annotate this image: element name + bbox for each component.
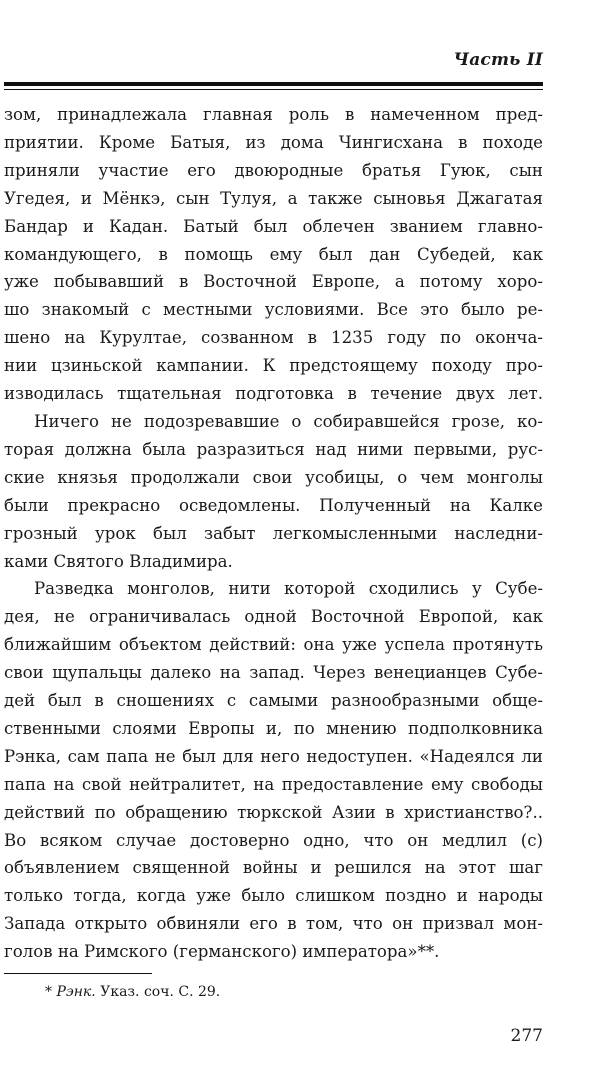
text-line: Угедея, и Мёнкэ, сын Тулуя, а также сыновья Джагатая: [4, 188, 543, 208]
text-line: изводилась тщательная подготовка в течение двух лет.: [4, 384, 543, 404]
text-line: папа на свой нейтралитет, на предоставление ему свободы: [4, 774, 543, 794]
text-line: шено на Курултае, созванном в 1235 году по оконча-: [4, 328, 543, 348]
text-line: действий по обращению тюркской Азии в христианство?..: [4, 802, 543, 822]
footnote-rule: [4, 973, 152, 974]
text-line: объявлением священной войны и решился на этот шаг: [4, 858, 543, 878]
text-line: торая должна была разразиться над ними первыми, рус-: [4, 439, 543, 459]
text-line: Запада открыто обвиняли его в том, что он призвал мон-: [4, 914, 543, 934]
text-line: грозный урок был забыт легкомысленными наследни-: [4, 523, 543, 543]
running-head: Часть II: [453, 50, 543, 70]
text-line: Во всяком случае достоверно одно, что он медлил (с): [4, 830, 543, 850]
text-line: ские князья продолжали свои усобицы, о чем монголы: [4, 467, 543, 487]
body-text: [4, 101, 543, 966]
text-line: Рэнка, сам папа не был для него недоступен. «Надеялся ли: [4, 746, 543, 766]
text-line: дей был в сношениях с самыми разнообразными обще-: [4, 691, 543, 711]
text-line: уже побывавший в Восточной Европе, а потому хоро-: [4, 272, 543, 292]
text-line: дея, не ограничивалась одной Восточной Европой, как: [4, 607, 543, 627]
text-line: Бандар и Кадан. Батый был облечен званием главно-: [4, 216, 543, 236]
footnote-marker: *: [45, 984, 52, 1000]
text-line: ственными слоями Европы и, по мнению подполковника: [4, 718, 543, 738]
text-line: были прекрасно осведомлены. Полученный на Калке: [4, 495, 543, 515]
footnote-author: Рэнк.: [56, 984, 96, 1000]
text-line: только тогда, когда уже было слишком поздно и народы: [4, 886, 543, 906]
text-line: нии цзиньской кампании. К предстоящему походу про-: [4, 356, 543, 376]
text-line: шо знакомый с местными условиями. Все это было ре-: [4, 300, 543, 320]
paragraph-1: [4, 101, 543, 408]
text-line: приятии. Кроме Батыя, из дома Чингисхана в походе: [4, 132, 543, 152]
text-line: Ничего не подозревавшие о собиравшейся грозе, ко-: [34, 411, 543, 431]
text-line: приняли участие его двоюродные братья Гуюк, сын: [4, 160, 543, 180]
text-line: свои щупальцы далеко на запад. Через венецианцев Субе-: [4, 663, 543, 683]
footnote: [45, 983, 220, 1001]
header-rule-thick: [4, 82, 543, 86]
footnote-citation: Указ. соч. С. 29.: [100, 984, 221, 1000]
text-line: голов на Римского (германского) императора»**.: [4, 942, 440, 962]
text-line: командующего, в помощь ему был дан Субедей, как: [4, 244, 543, 264]
paragraph-3: [4, 575, 543, 966]
text-line: Разведка монголов, нити которой сходились у Субе-: [34, 579, 543, 599]
paragraph-2: [4, 408, 543, 575]
header-rule-thin: [4, 89, 543, 90]
text-line: ками Святого Владимира.: [4, 551, 233, 571]
text-line: ближайшим объектом действий: она уже успела протянуть: [4, 635, 543, 655]
text-line: зом, принадлежала главная роль в намеченном пред-: [4, 105, 543, 124]
page-number: 277: [510, 1026, 543, 1046]
